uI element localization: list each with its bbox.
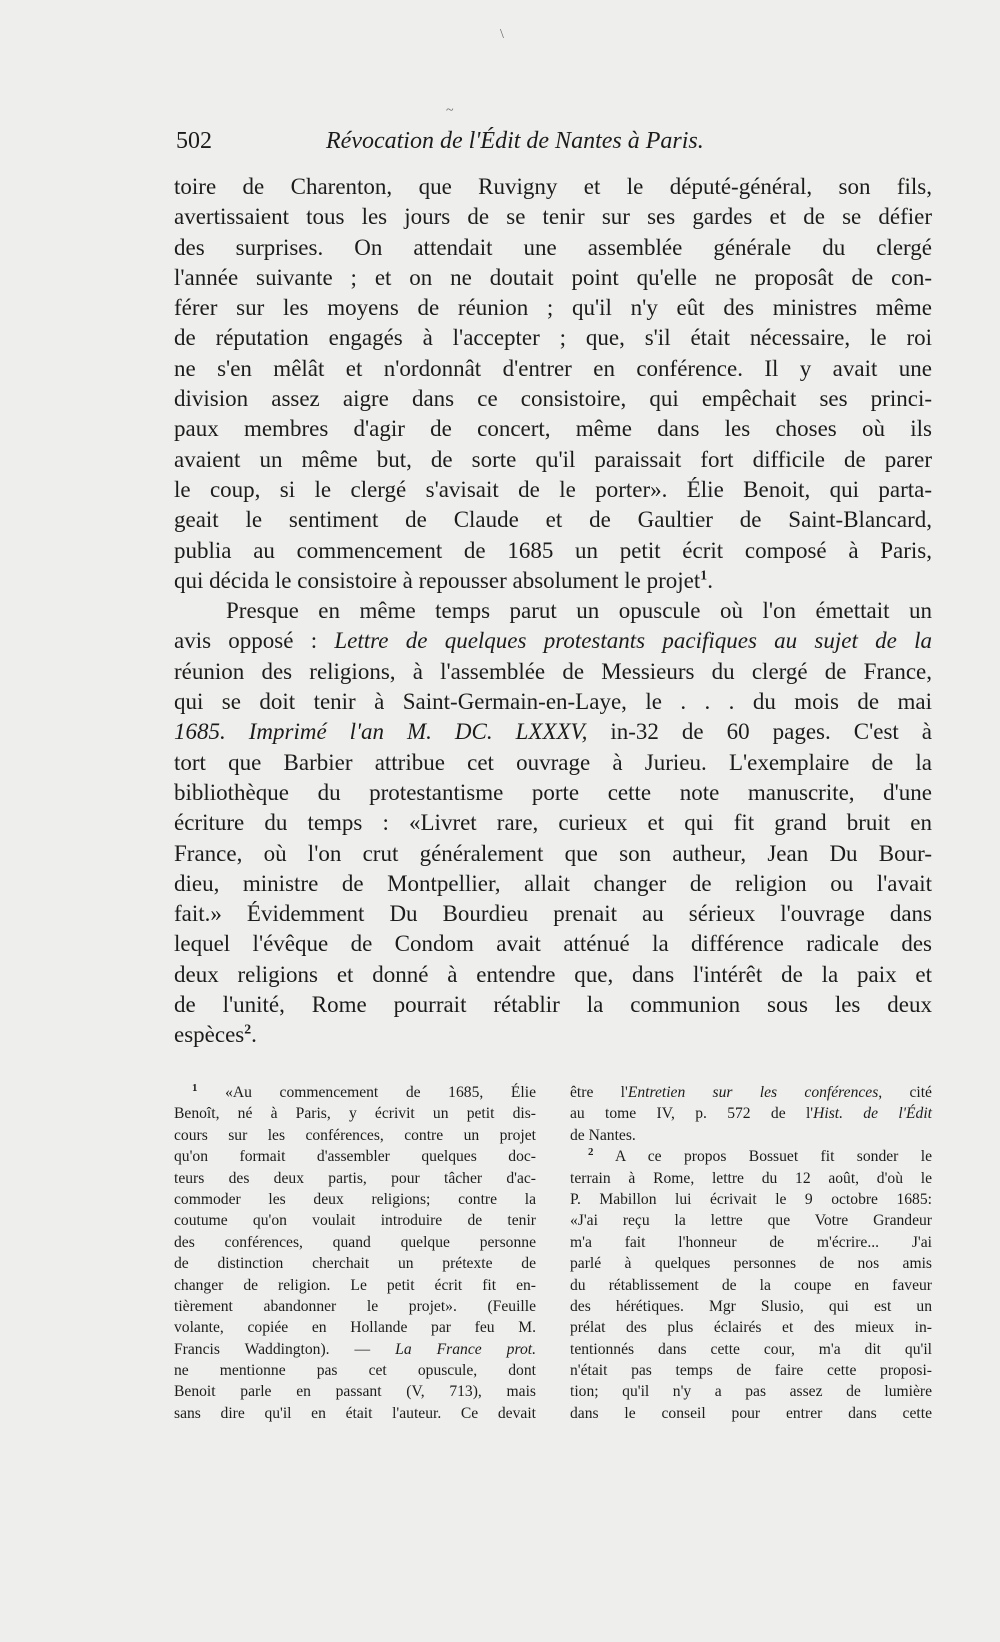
- footnote-line: commoder les deux religions; contre la: [174, 1190, 536, 1208]
- footnote-line: de distinction cherchait un prétexte de: [174, 1255, 536, 1273]
- footnote-text: «Au commencement de 1685, Élie: [197, 1084, 536, 1101]
- text-line: dieu, ministre de Montpellier, allait changer de religion ou l'avait: [174, 870, 932, 896]
- text-line: [174, 1020, 932, 1050]
- footnote-text: être l': [570, 1084, 628, 1101]
- footnote-line: [174, 1082, 536, 1103]
- text-line: tort que Barbier attribue cet ouvrage à Jurieu. L'exemplaire de la: [174, 749, 932, 775]
- footnote-line: teurs des deux partis, pour tâcher d'ac-: [174, 1169, 536, 1187]
- footnote-line: volante, copiée en Hollande par feu M.: [174, 1319, 536, 1337]
- footnote-text: au tome IV, p. 572 de l': [570, 1105, 814, 1123]
- footnote-number: 2: [588, 1145, 594, 1158]
- text-line: ne s'en mêlât et n'ordonnât d'entrer en conférence. Il y avait une: [174, 355, 932, 381]
- text-line: écriture du temps : «Livret rare, curieux et qui fit grand bruit en: [174, 810, 932, 836]
- text-line: avertissaient tous les jours de se tenir sur ses gardes et de se défier: [174, 204, 932, 230]
- italic-title-line: réunion des religions, à l'assemblée de Messieurs du clergé de France,: [174, 658, 932, 684]
- footnote-line: coutume qu'on voulait introduire de tenir: [174, 1212, 536, 1230]
- line-punct: .: [707, 567, 713, 593]
- footnote-line: dans le conseil pour entrer dans cette: [570, 1404, 932, 1422]
- footnote-text: Francis Waddington). —: [174, 1340, 396, 1358]
- footnote-line: ne mentionne pas cet opuscule, dont: [174, 1362, 536, 1380]
- line-punct: .: [251, 1022, 257, 1048]
- text-line: division assez aigre dans ce consistoire, qui empêchait ses princi-: [174, 386, 932, 412]
- footnote-line: parlé à quelques personnes de nos amis: [570, 1255, 932, 1273]
- text-line: bibliothèque du protestantisme porte cette note manuscrite, d'une: [174, 779, 932, 805]
- text-line: férer sur les moyens de réunion ; qu'il n'y eût des ministres même: [174, 295, 932, 321]
- footnote-text: A ce propos Bossuet fit sonder le: [593, 1148, 932, 1166]
- paragraph-start-line: Presque en même temps parut un opuscule où l'on émettait un: [226, 598, 932, 624]
- line-text: qui décida le consistoire à repousser absolument le projet: [174, 567, 701, 593]
- footnote-line: m'a fait l'honneur de m'écrire... J'ai: [570, 1233, 932, 1251]
- footnote-line: [570, 1082, 932, 1103]
- footnote-line: sans dire qu'il en était l'auteur. Ce devait: [174, 1404, 536, 1422]
- page-number: 502: [176, 128, 212, 154]
- footnote-line: des conférences, quand quelque personne: [174, 1233, 536, 1251]
- text-line: geait le sentiment de Claude et de Gaultier de Saint-Blancard,: [174, 507, 932, 533]
- footnote-column-right: [570, 1082, 932, 1424]
- text-line: toire de Charenton, que Ruvigny et le député-général, son fils,: [174, 174, 932, 199]
- footnote-line: tièrement abandonner le projet». (Feuille: [174, 1297, 536, 1315]
- text-line: [174, 717, 932, 747]
- main-text: [174, 172, 932, 1051]
- footnotes: [0, 1082, 1000, 1422]
- footnote-line: Benoît, né à Paris, y écrivit un petit dis-: [174, 1105, 536, 1123]
- footnote-text: , cité: [878, 1084, 932, 1101]
- running-header: [176, 128, 792, 162]
- text-line: paux membres d'agir de concert, même dans les choses où ils: [174, 416, 932, 442]
- footnote-line: [174, 1339, 536, 1360]
- footnote-line: P. Mabillon lui écrivait le 9 octobre 1685:: [570, 1190, 932, 1208]
- text-line: l'année suivante ; et on ne doutait point qu'elle ne proposât de con-: [174, 264, 932, 290]
- footnote-line: de Nantes.: [570, 1126, 636, 1144]
- italic-title: Entretien sur les conférences: [627, 1084, 879, 1101]
- footnote-line: tion; qu'il n'y a pas assez de lumière: [570, 1383, 932, 1401]
- footnote-line: qu'on formait d'assembler quelques doc-: [174, 1148, 536, 1166]
- footnote-line: terrain à Rome, lettre du 12 août, d'où le: [570, 1169, 932, 1187]
- italic-title: La France prot.: [395, 1340, 536, 1358]
- running-title: Révocation de l'Édit de Nantes à Paris.: [326, 128, 704, 154]
- footnote-line: [570, 1103, 932, 1124]
- text-line: publia au commencement de 1685 un petit écrit composé à Paris,: [174, 537, 932, 563]
- text-line: France, où l'on crut généralement que son autheur, Jean Du Bour-: [174, 840, 932, 866]
- text-line: deux religions et donné à entendre que, dans l'intérêt de la paix et: [174, 961, 932, 987]
- line-text: espèces: [174, 1022, 245, 1048]
- text-line: le coup, si le clergé s'avisait de le porter». Élie Benoit, qui parta-: [174, 476, 932, 502]
- text-line: avaient un même but, de sorte qu'il paraissait fort difficile de parer: [174, 446, 932, 472]
- text-line: fait.» Évidemment Du Bourdieu prenait au sérieux l'ouvrage dans: [174, 901, 932, 927]
- line-text: avis opposé :: [174, 628, 335, 654]
- text-line: des surprises. On attendait une assemblée générale du clergé: [174, 234, 932, 260]
- footnote-number: 1: [192, 1081, 198, 1094]
- footnote-line: [570, 1146, 932, 1167]
- footnote-line: tentionnés dans cette cour, m'a dit qu'il: [570, 1340, 932, 1358]
- text-line: [174, 566, 932, 596]
- footnote-line: «J'ai reçu la lettre que Votre Grandeur: [570, 1212, 932, 1230]
- text-line: de l'unité, Rome pourrait rétablir la communion sous les deux: [174, 992, 932, 1018]
- footnote-line: n'était pas temps de faire cette proposi-: [570, 1362, 932, 1380]
- text-line: de réputation engagés à l'accepter ; que, s'il était nécessaire, le roi: [174, 325, 932, 351]
- footnote-column-left: [174, 1082, 536, 1424]
- footnote-line: Benoit parle en passant (V, 713), mais: [174, 1383, 536, 1401]
- footnote-line: changer de religion. Le petit écrit fit en-: [174, 1276, 536, 1294]
- italic-title: 1685. Imprimé l'an M. DC. LXXXV,: [174, 719, 588, 745]
- footnote-line: prélat des plus éclairés et des mieux in-: [570, 1319, 932, 1337]
- stray-mark: \: [500, 27, 504, 42]
- footnote-ref-2: 2: [244, 1021, 252, 1037]
- text-line: lequel l'évêque de Condom avait atténué la différence radicale des: [174, 931, 932, 957]
- line-text: in-32 de 60 pages. C'est à: [587, 719, 932, 745]
- footnote-ref-1: 1: [700, 567, 708, 583]
- italic-title-line: qui se doit tenir à Saint-Germain-en-Laye, le . . . du mois de mai: [174, 689, 932, 715]
- italic-title: Hist. de l'Édit: [813, 1105, 932, 1123]
- text-line: [174, 626, 932, 656]
- footnote-line: cours sur les conférences, contre un projet: [174, 1126, 536, 1144]
- italic-title: Lettre de quelques protestants pacifiques au sujet de la: [334, 628, 932, 654]
- stray-mark: ~: [446, 103, 454, 118]
- footnote-line: du rétablissement de la coupe en faveur: [570, 1276, 932, 1294]
- footnote-line: des hérétiques. Mgr Slusio, qui est un: [570, 1297, 932, 1315]
